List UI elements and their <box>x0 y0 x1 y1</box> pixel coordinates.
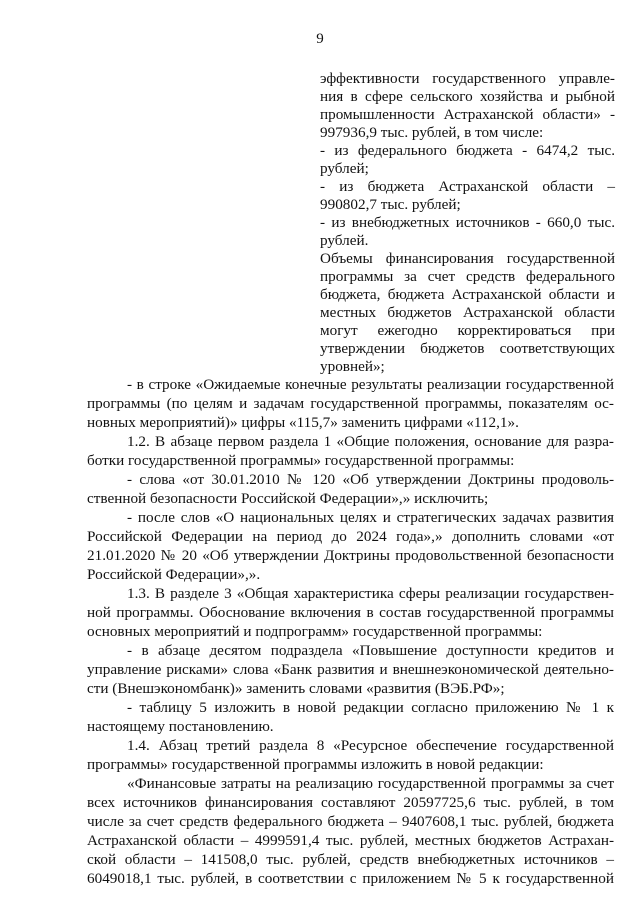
page-number: 9 <box>316 31 324 47</box>
body-line: программы» государственной программы изложить в новой редакции: <box>87 756 544 773</box>
body-line: ной программы. Обоснование включения в состав государственной программы <box>87 604 614 621</box>
body-line: 21.01.2020 № 20 «Об утверждении Доктрины продовольственной безопасности <box>87 547 614 564</box>
right-column-line: рублей; <box>320 160 369 177</box>
body-line: ственной безопасности Российской Федерации»,» исключить; <box>87 490 489 507</box>
body-line: 6049018,1 тыс. рублей, в соответствии с приложением № 5 к государственной <box>87 870 614 887</box>
body-line: «Финансовые затраты на реализацию государственной программы за счет <box>127 775 614 792</box>
body-line: 1.3. В разделе 3 «Общая характеристика сферы реализации государствен- <box>127 585 614 602</box>
right-column-line: эффективности государственного управле- <box>320 70 615 87</box>
body-line: - слова «от 30.01.2010 № 120 «Об утверждении Доктрины продоволь- <box>127 471 614 488</box>
right-column-line: - из внебюджетных источников - 660,0 тыс. <box>320 214 615 231</box>
body-line: Астраханской области – 4999591,4 тыс. рублей, местных бюджетов Астрахан- <box>87 832 614 849</box>
right-column-line: могут ежегодно корректироваться при <box>320 322 615 339</box>
body-line: программы (по целям и задачам государственной программы, показателям ос- <box>87 395 614 412</box>
body-line: сти (Внешэкономбанк)» заменить словами «развития (ВЭБ.РФ»; <box>87 680 505 697</box>
right-column-line: - из бюджета Астраханской области – <box>320 178 615 195</box>
body-line: 1.2. В абзаце первом раздела 1 «Общие положения, основание для разра- <box>127 433 614 450</box>
body-line: настоящему постановлению. <box>87 718 274 735</box>
right-column-line: уровней»; <box>320 358 385 375</box>
body-line: основных мероприятий и подпрограмм» государственной программы: <box>87 623 543 640</box>
body-line: всех источников финансирования составляют 20597725,6 тыс. рублей, в том <box>87 794 614 811</box>
right-column-line: 990802,7 тыс. рублей; <box>320 196 461 213</box>
right-column-line: промышленности Астраханской области» - <box>320 106 615 123</box>
body-line: - в строке «Ожидаемые конечные результаты реализации государственной <box>127 376 614 393</box>
body-line: 1.4. Абзац третий раздела 8 «Ресурсное обеспечение государственной <box>127 737 614 754</box>
right-column-line: 997936,9 тыс. рублей, в том числе: <box>320 124 544 141</box>
body-line: - таблицу 5 изложить в новой редакции согласно приложению № 1 к <box>127 699 614 716</box>
body-line: управление рисками» слова «Банк развития и внешнеэкономической деятельно- <box>87 661 614 678</box>
right-column-line: Объемы финансирования государственной <box>320 250 615 267</box>
body-line: Российской Федерации»,». <box>87 566 261 583</box>
body-line: - в абзаце десятом подраздела «Повышение доступности кредитов и <box>127 642 614 659</box>
body-line: ской области – 141508,0 тыс. рублей, средств внебюджетных источников – <box>87 851 614 868</box>
right-column-line: рублей. <box>320 232 369 249</box>
body-line: - после слов «О национальных целях и стратегических задачах развития <box>127 509 614 526</box>
right-column-line: программы за счет средств федерального <box>320 268 615 285</box>
body-line: числе за счет средств федерального бюджета – 9407608,1 тыс. рублей, бюджета <box>87 813 614 830</box>
right-column-line: бюджета, бюджета Астраханской области и <box>320 286 615 303</box>
body-line: новных мероприятий)» цифры «115,7» заменить цифрами «112,1». <box>87 414 519 431</box>
right-column-line: - из федерального бюджета - 6474,2 тыс. <box>320 142 615 159</box>
right-column-line: местных бюджетов Астраханской области <box>320 304 615 321</box>
right-column-line: ния в сфере сельского хозяйства и рыбной <box>320 88 615 105</box>
body-line: ботки государственной программы» государственной программы: <box>87 452 515 469</box>
right-column-line: утверждении бюджетов соответствующих <box>320 340 615 357</box>
body-line: Российской Федерации на период до 2024 года»,» дополнить словами «от <box>87 528 614 545</box>
